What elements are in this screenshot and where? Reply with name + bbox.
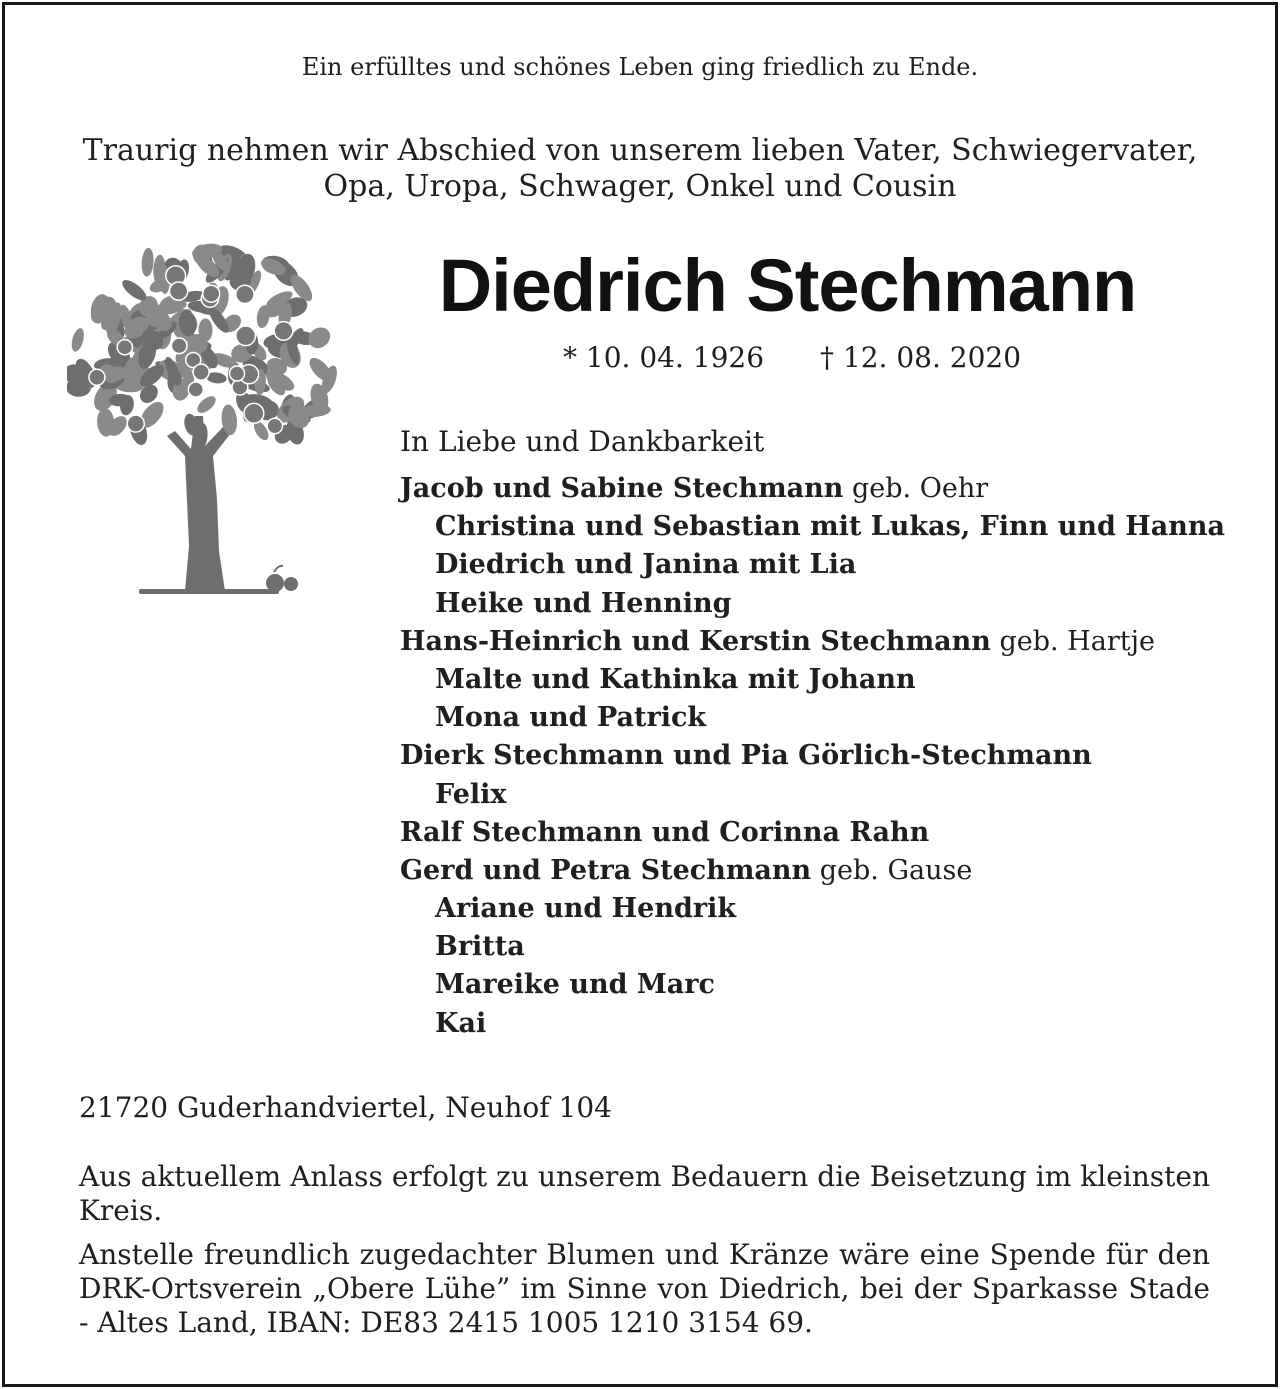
apple-shape: [236, 285, 254, 303]
address: 21720 Guderhandviertel, Neuhof 104: [79, 1091, 612, 1124]
family-row: [400, 814, 1230, 852]
apple-shape: [170, 282, 188, 300]
family-name: Malte und Kathinka mit Johann: [435, 663, 916, 695]
family-row: [400, 661, 1230, 699]
leaf-shape: [141, 247, 155, 277]
family-row: [400, 776, 1230, 814]
family-row: [400, 928, 1230, 966]
family-name: Felix: [435, 778, 507, 810]
intro-line: Ein erfülltes und schönes Leben ging friedlich zu Ende.: [301, 53, 979, 81]
family-row: [400, 852, 1230, 890]
family-maiden-name: geb. Hartje: [990, 625, 1155, 657]
leaf-shape: [69, 327, 86, 353]
family-row: [400, 585, 1230, 623]
leaf-shape: [304, 323, 334, 352]
birth-date: * 10. 04. 1926: [563, 341, 765, 374]
obituary-notice: [2, 2, 1278, 1387]
tree-icon: [67, 241, 342, 601]
family-row: [400, 699, 1230, 737]
family-name: Ralf Stechmann und Corinna Rahn: [400, 816, 930, 848]
family-row: [400, 508, 1230, 546]
family-row: [400, 890, 1230, 928]
family-row: [400, 966, 1230, 1004]
apple-shape: [89, 369, 105, 385]
family-row: [400, 623, 1230, 661]
apple-shape: [236, 326, 256, 346]
family-row: [400, 546, 1230, 584]
family-name: Mona und Patrick: [435, 702, 707, 734]
apple-shape: [127, 415, 144, 432]
mourning-intro: In Liebe und Dankbarkeit: [400, 425, 765, 458]
family-list: [400, 470, 1230, 1043]
family-maiden-name: geb. Oehr: [843, 473, 989, 504]
family-row: [400, 737, 1230, 775]
deceased-name: Diedrich Stechmann: [438, 244, 1137, 327]
death-date: † 12. 08. 2020: [820, 341, 1022, 374]
leaf-shape: [119, 277, 150, 305]
donation-notice: Anstelle freundlich zugedachter Blumen und Kränze wäre eine Spende für den DRK-Ortsverein „Obere Lühe” im Sinne von Diedrich, bei der Sparkasse Stade - Altes Land, IBAN: DE83 2415 1005 1210 3154 69.: [79, 1238, 1210, 1339]
farewell-line-1: Traurig nehmen wir Abschied von unserem lieben Vater, Schwiegervater,: [82, 133, 1198, 168]
apple-shape: [274, 322, 293, 341]
family-name: Diedrich und Janina mit Lia: [435, 549, 857, 581]
apple-shape: [193, 364, 209, 380]
burial-notice: Aus aktuellem Anlass erfolgt zu unserem Bedauern die Beisetzung im kleinsten Kreis.: [79, 1160, 1210, 1227]
apple-shape: [203, 285, 220, 302]
apple-shape: [230, 366, 245, 381]
family-name: Kai: [435, 1007, 487, 1039]
family-maiden-name: geb. Gause: [811, 854, 973, 886]
family-name: Heike und Henning: [435, 587, 732, 619]
apple-shape: [188, 382, 203, 397]
family-name: Gerd und Petra Stechmann: [400, 854, 812, 886]
family-name: Hans-Heinrich und Kerstin Stechmann: [400, 625, 991, 657]
family-name: Ariane und Hendrik: [435, 893, 737, 925]
family-row: [400, 470, 1230, 508]
apple-shape: [117, 340, 132, 355]
family-name: Mareike und Marc: [435, 969, 715, 1001]
farewell-line-2: Opa, Uropa, Schwager, Onkel und Cousin: [323, 169, 957, 204]
family-name: Jacob und Sabine Stechmann: [400, 473, 844, 504]
family-name: Christina und Sebastian mit Lukas, Finn und Hanna: [435, 511, 1226, 543]
family-row: [400, 1005, 1230, 1043]
farewell-text: [5, 133, 1275, 205]
family-name: Dierk Stechmann und Pia Görlich-Stechmann: [400, 740, 1092, 772]
apple-shape: [244, 403, 264, 423]
family-name: Britta: [435, 931, 525, 963]
apple-shape: [171, 338, 187, 354]
apple-shape: [267, 418, 282, 433]
